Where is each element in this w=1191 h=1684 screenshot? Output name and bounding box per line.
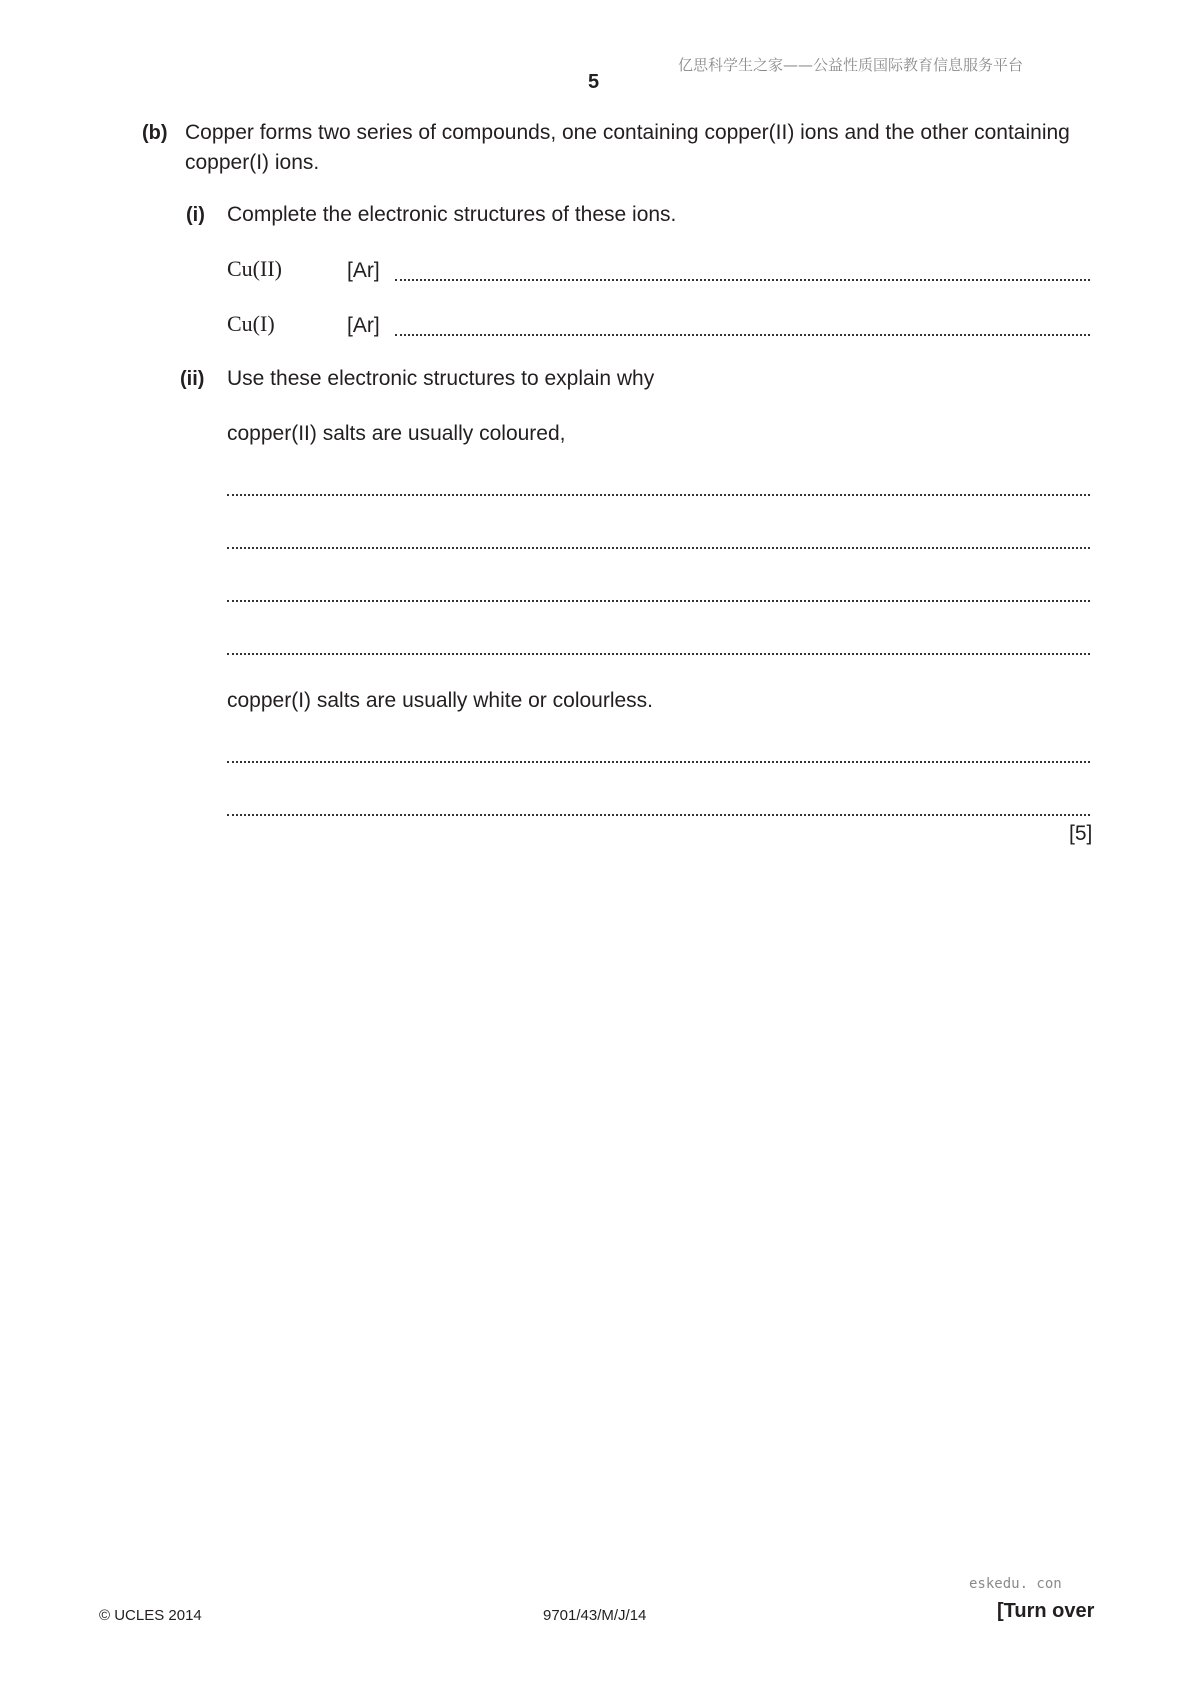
ion-cu1-prefix: [Ar] [347,314,380,337]
answer-line-cu1[interactable] [395,334,1090,336]
intro-line-1: Copper forms two series of compounds, one containing copper(II) ions and the other containing [185,121,1070,144]
sub-question-ii-text: Use these electronic structures to explain why [227,367,655,390]
answer-line[interactable] [227,547,1090,549]
footer-copyright: © UCLES 2014 [99,1607,202,1624]
header-watermark: 亿思科学生之家——公益性质国际教育信息服务平台 [678,56,1024,74]
page-number: 5 [588,71,600,93]
ion-cu2-label: Cu(II) [227,256,282,281]
part-label: (b) [142,122,168,144]
answer-line-cu2[interactable] [395,279,1090,281]
footer-paper-code: 9701/43/M/J/14 [543,1607,647,1624]
sub-question-i-label: (i) [186,204,205,226]
prompt-coloured: copper(II) salts are usually coloured, [227,422,566,445]
answer-line[interactable] [227,494,1090,496]
turn-over: [Turn over [997,1600,1095,1622]
prompt-white: copper(I) salts are usually white or colourless. [227,689,654,712]
answer-line[interactable] [227,761,1090,763]
sub-question-ii-label: (ii) [180,368,205,390]
ion-cu1-label: Cu(I) [227,311,275,336]
answer-line[interactable] [227,814,1090,816]
answer-line[interactable] [227,600,1090,602]
intro-line-2: copper(I) ions. [185,151,320,174]
ion-cu2-prefix: [Ar] [347,259,380,282]
sub-question-i-text: Complete the electronic structures of these ions. [227,203,677,226]
marks-total: [5] [1069,822,1093,845]
answer-line[interactable] [227,653,1090,655]
footer-watermark: eskedu. con [969,1576,1062,1592]
